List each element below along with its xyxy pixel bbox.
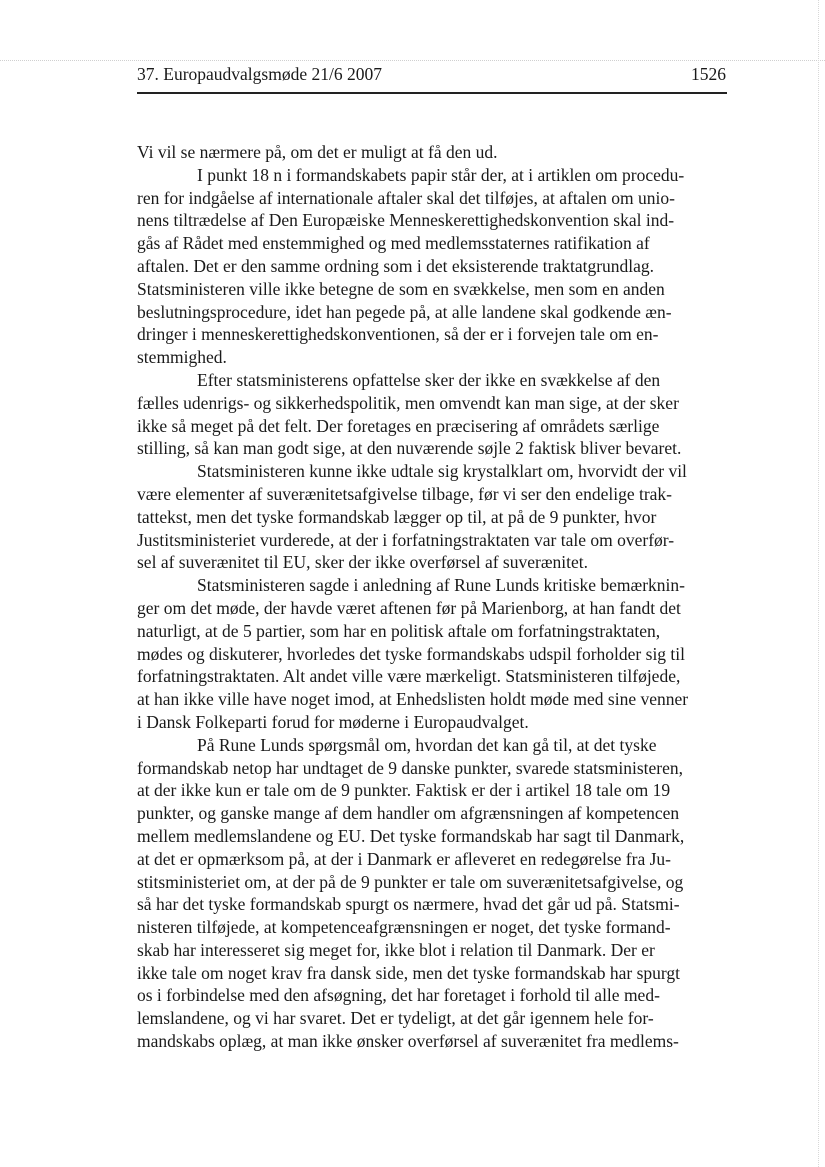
text-line: tattekst, men det tyske formandskab lægger op til, at på de 9 punkter, hvor — [137, 506, 657, 527]
text-line: skab har interesseret sig meget for, ikke blot i relation til Danmark. Der er — [137, 939, 655, 960]
text-line: at det er opmærksom på, at der i Danmark er afleveret en redegørelse fra Ju- — [137, 848, 671, 869]
text-line: ikke tale om noget krav fra dansk side, men det tyske formandskab har spurgt — [137, 962, 681, 983]
paragraph — [137, 369, 737, 460]
text-line: så har det tyske formandskab spurgt os nærmere, hvad det går ud på. Statsmi- — [137, 894, 680, 915]
text-line: ger om det møde, der havde været aftenen før på Marienborg, at han fandt det — [137, 597, 681, 618]
text-line: Justitsministeriet vurderede, at der i forfatningstraktaten var tale om overfør- — [137, 529, 675, 550]
text-line: Statsministeren kunne ikke udtale sig krystalklart om, hvorvidt der vil — [197, 461, 687, 482]
text-line: Statsministeren sagde i anledning af Rune Lunds kritiske bemærknin- — [197, 575, 685, 596]
text-line: fælles udenrigs- og sikkerhedspolitik, men omvendt kan man sige, at der sker — [137, 392, 679, 413]
text-line: ren for indgåelse af internationale aftaler skal det tilføjes, at aftalen om unio- — [137, 187, 675, 208]
text-line: aftalen. Det er den samme ordning som i det eksisterende traktatgrundlag. — [137, 255, 655, 276]
scan-edge-right — [818, 0, 819, 1167]
text-line: være elementer af suverænitetsafgivelse tilbage, før vi ser den endelige trak- — [137, 483, 672, 504]
header-title: 37. Europaudvalgsmøde 21/6 2007 — [137, 64, 382, 84]
text-line: Statsministeren ville ikke betegne de som en svækkelse, men som en anden — [137, 278, 665, 299]
scan-edge-top — [0, 60, 825, 61]
text-line: I punkt 18 n i formandskabets papir står der, at i artiklen om procedu- — [197, 164, 685, 185]
header-rule — [137, 92, 727, 94]
paragraph — [137, 164, 737, 369]
text-line: at der ikke kun er tale om de 9 punkter. Faktisk er der i artikel 18 tale om 19 — [137, 780, 671, 801]
text-line: mandskabs oplæg, at man ikke ønsker overførsel af suverænitet fra medlems- — [137, 1031, 679, 1052]
text-line: beslutningsprocedure, idet han pegede på, at alle landene skal godkende æn- — [137, 301, 672, 322]
text-line: naturligt, at de 5 partier, som har en politisk aftale om forfatningstraktaten, — [137, 620, 661, 641]
text-line: dringer i menneskerettighedskonventionen, så der er i forvejen tale om en- — [137, 324, 659, 345]
text-line: at han ikke ville have noget imod, at Enhedslisten holdt møde med sine venner — [137, 689, 689, 710]
text-line: stemmighed. — [137, 347, 227, 368]
text-line: nisteren tilføjede, at kompetenceafgrænsningen er noget, det tyske formand- — [137, 917, 671, 938]
paragraph — [137, 141, 737, 164]
text-line: formandskab netop har undtaget de 9 danske punkter, svarede statsministeren, — [137, 757, 684, 778]
text-line: stilling, så kan man godt sige, at den nuværende søjle 2 faktisk bliver bevaret. — [137, 438, 682, 459]
text-line: gås af Rådet med enstemmighed og med medlemsstaternes ratifikation af — [137, 233, 650, 254]
document-body — [137, 141, 737, 1053]
text-line: mødes og diskuterer, hvorledes det tyske formandskabs udspil forholder sig til — [137, 643, 686, 664]
text-line: os i forbindelse med den afsøgning, det har foretaget i forhold til alle med- — [137, 985, 660, 1006]
text-line: nens tiltrædelse af Den Europæiske Menneskerettighedskonvention skal ind- — [137, 210, 675, 231]
paragraph — [137, 460, 737, 574]
text-line: Vi vil se nærmere på, om det er muligt at få den ud. — [137, 142, 498, 162]
text-line: stitsministeriet om, at der på de 9 punkter er tale om suverænitetsafgivelse, og — [137, 871, 684, 892]
running-header — [137, 62, 726, 92]
text-line: På Rune Lunds spørgsmål om, hvordan det kan gå til, at det tyske — [197, 734, 657, 755]
page-number: 1526 — [691, 64, 726, 84]
paragraph — [137, 574, 737, 734]
text-line: mellem medlemslandene og EU. Det tyske formandskab har sagt til Danmark, — [137, 825, 685, 846]
text-line: i Dansk Folkeparti forud for møderne i Europaudvalget. — [137, 711, 529, 732]
text-line: forfatningstraktaten. Alt andet ville være mærkeligt. Statsministeren tilføjede, — [137, 666, 681, 687]
text-line: Efter statsministerens opfattelse sker der ikke en svækkelse af den — [197, 369, 661, 390]
paragraph — [137, 734, 737, 1053]
text-line: lemslandene, og vi har svaret. Det er tydeligt, at det går igennem hele for- — [137, 1008, 654, 1029]
text-line: ikke så meget på det felt. Der foretages en præcisering af områdets særlige — [137, 415, 660, 436]
text-line: sel af suverænitet til EU, sker der ikke overførsel af suverænitet. — [137, 552, 588, 573]
text-line: punkter, og ganske mange af dem handler om afgrænsningen af kompetencen — [137, 803, 680, 824]
